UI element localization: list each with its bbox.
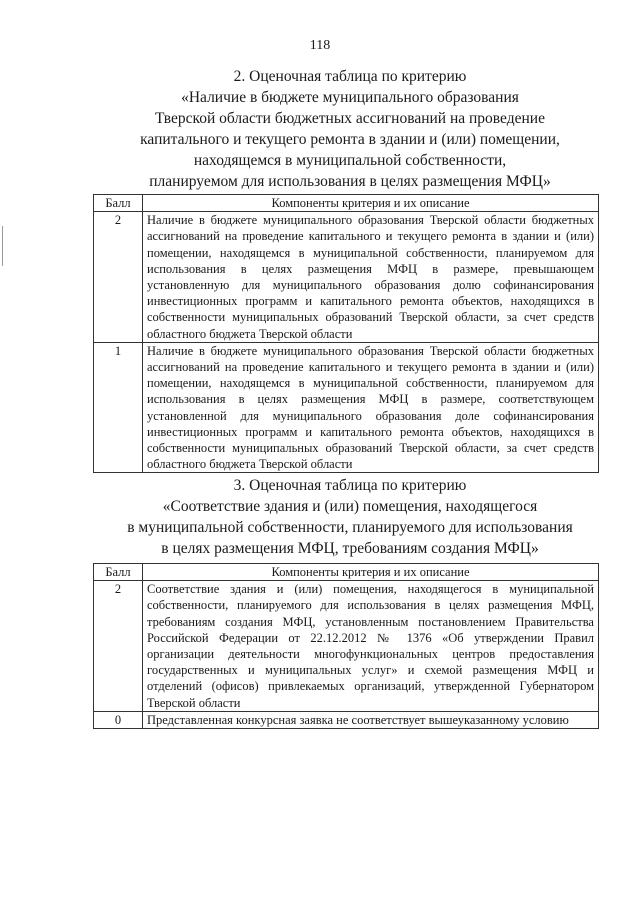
score-cell: 2 [94,212,143,343]
section-2-title-line: капитального и текущего ремонта в здании и (или) помещении, [140,131,560,148]
description-cell: Представленная конкурсная заявка не соответствует вышеуказанному условию [143,711,599,728]
description-column-header: Компоненты критерия и их описание [143,564,599,581]
description-cell: Соответствие здания и (или) помещения, находящегося в муниципальной собственности, планируемого для использования в целях размещения МФЦ, требованиям создания МФЦ, установленным постановлением Правительства Российской Федерации от 22.12.2012 № 1376 «Об утверждении Правил организации деятельности многофункциональных центров предоставления государственных и муниципальных услуг» и схемой размещения МФЦ и отделений (офисов) привлекаемых организаций, утвержденной Губернатором Тверской области [143,581,599,712]
page-number: 118 [309,38,331,53]
description-column-header: Компоненты критерия и их описание [143,195,599,212]
score-column-header: Балл [94,564,143,581]
section-3-title-line: «Соответствие здания и (или) помещения, находящегося [162,498,538,515]
section-2-title-line: «Наличие в бюджете муниципального образования [181,89,519,106]
table-row [94,581,599,712]
score-cell: 0 [94,711,143,728]
section-3-title [80,475,620,559]
description-cell: Наличие в бюджете муниципального образования Тверской области бюджетных ассигнований на проведение капитального и текущего ремонта в здании и (или) помещении, находящемся в муниципальной собственности, планируемом для использования в целях размещения МФЦ в размере, превышающем установленную для муниципального образования долю софинансирования инвестиционных программ и капитального ремонта объектов, находящихся в собственности муниципальных образований Тверской области, за счет средств областного бюджета Тверской области [143,212,599,343]
table-row [94,212,599,343]
section-2-title-line: планируемом для использования в целях размещения МФЦ» [149,173,551,190]
criteria-table-3 [93,563,599,729]
criteria-table-2 [93,194,599,473]
table-header-row [94,195,599,212]
section-3-title-line: в целях размещения МФЦ, требованиям создания МФЦ» [161,540,539,557]
section-3-title-line: 3. Оценочная таблица по критерию [233,477,467,494]
description-cell: Наличие в бюджете муниципального образования Тверской области бюджетных ассигнований на проведение капитального и текущего ремонта в здании и (или) помещении, находящемся в муниципальной собственности, планируемом для использования в целях размещения МФЦ в размере, соответствующем установленной для муниципального образования доле софинансирования инвестиционных программ и капитального ремонта объектов, находящихся в собственности муниципальных образований Тверской области, за счет средств областного бюджета Тверской области [143,342,599,473]
margin-mark [2,226,9,266]
table-row [94,342,599,473]
section-2-title-line: находящемся в муниципальной собственности, [193,152,507,169]
table-row [94,711,599,728]
table-header-row [94,564,599,581]
score-cell: 2 [94,581,143,712]
section-2-title [80,66,620,192]
section-2-title-line: Тверской области бюджетных ассигнований на проведение [155,110,545,127]
section-3-title-line: в муниципальной собственности, планируемого для использования [127,519,573,536]
score-cell: 1 [94,342,143,473]
section-2-title-line: 2. Оценочная таблица по критерию [233,68,467,85]
score-column-header: Балл [94,195,143,212]
